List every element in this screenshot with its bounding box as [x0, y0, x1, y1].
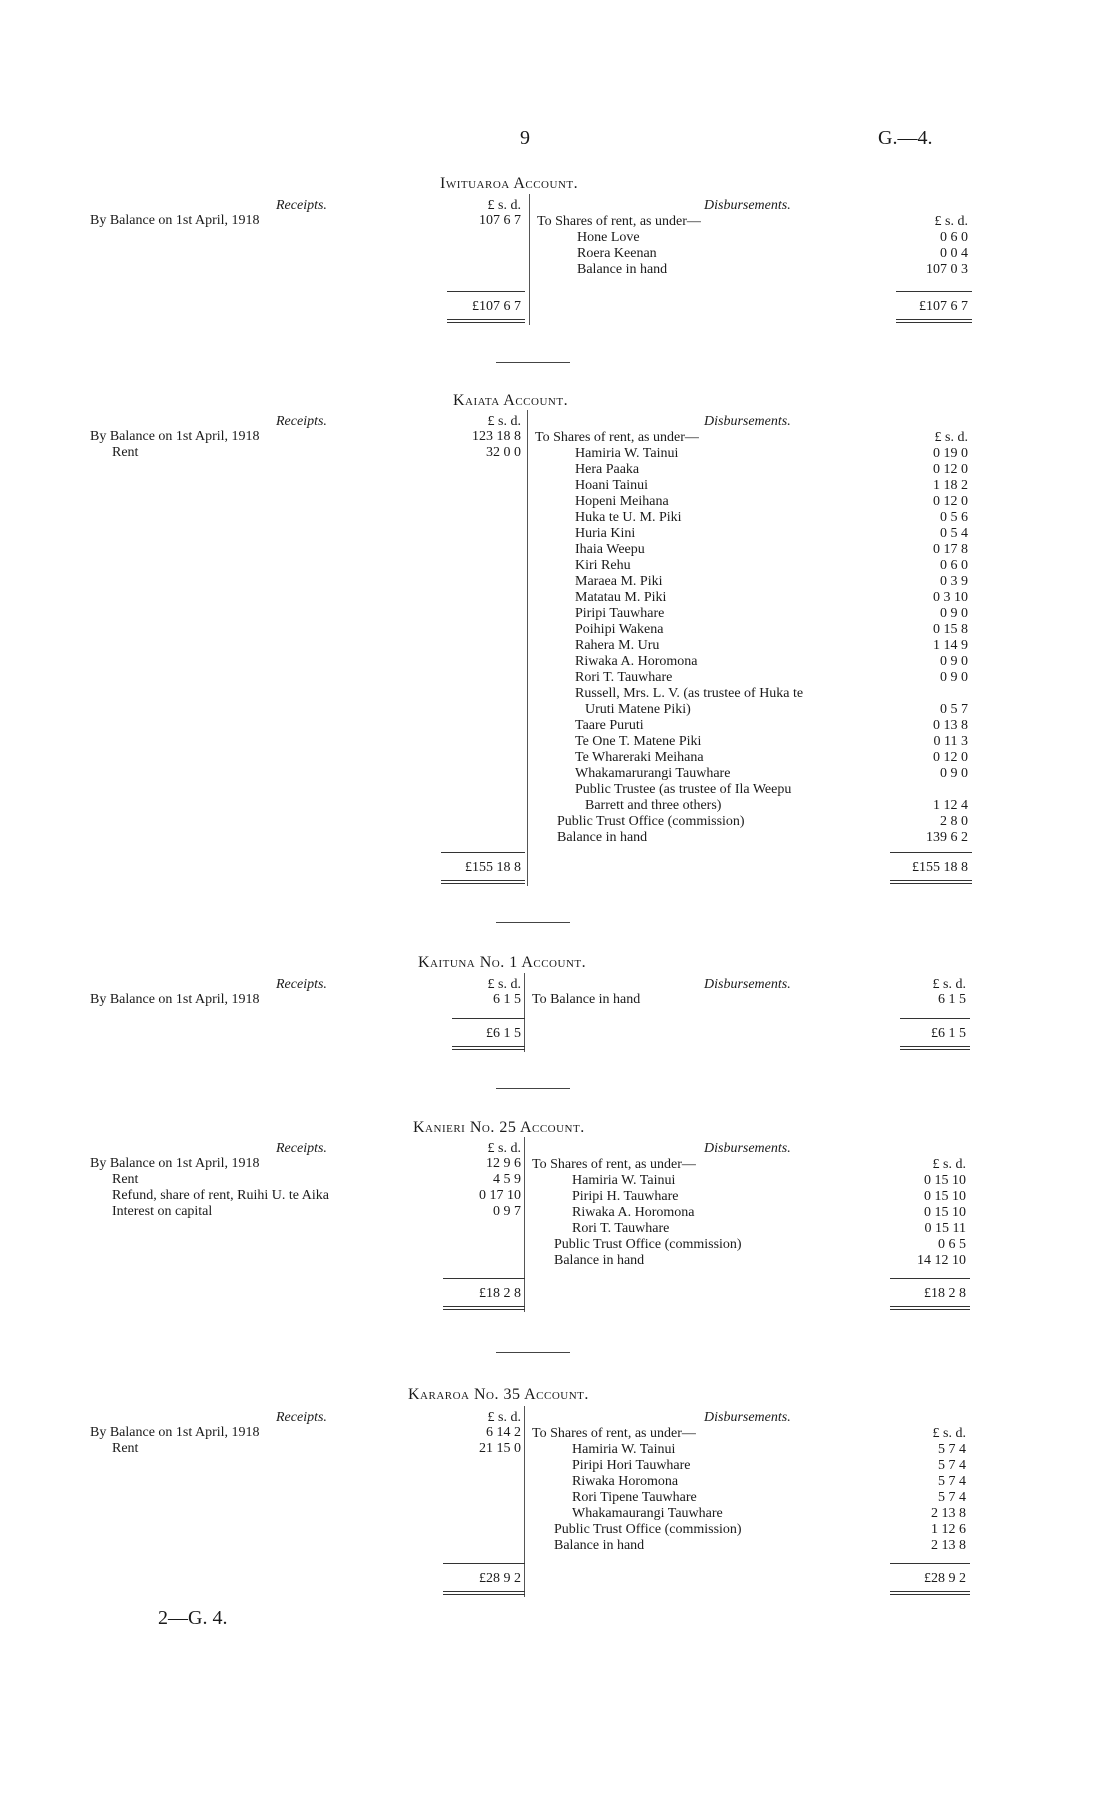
total-double-rule-left: [441, 880, 525, 884]
receipts-total: £6 1 5: [486, 1026, 521, 1041]
disbursement-label: Huria Kini: [575, 526, 636, 541]
column-divider: [524, 1406, 525, 1597]
disbursement-label: Riwaka A. Horomona: [575, 654, 698, 669]
disbursement-amount: 2 13 8: [931, 1538, 966, 1553]
disbursement-amount: 5 7 4: [938, 1458, 966, 1473]
receipt-amount: 21 15 0: [479, 1441, 521, 1456]
disbursement-label: Maraea M. Piki: [575, 574, 663, 589]
total-rule-left: [452, 1018, 525, 1019]
receipt-amount: 123 18 8: [472, 429, 521, 444]
disbursement-amount: 2 13 8: [931, 1506, 966, 1521]
disbursement-amount: 0 9 0: [940, 606, 968, 621]
disbursement-label: Riwaka Horomona: [572, 1474, 679, 1489]
disbursement-label: Rori T. Tauwhare: [572, 1221, 670, 1236]
receipt-amount: 4 5 9: [493, 1172, 521, 1187]
disbursements-total: £6 1 5: [931, 1026, 966, 1041]
receipt-amount: 0 9 7: [493, 1204, 521, 1219]
disbursement-amount: 0 3 10: [933, 590, 968, 605]
disbursement-head: To Shares of rent, as under—: [537, 214, 701, 229]
disbursement-amount: 0 9 0: [940, 670, 968, 685]
total-rule-right: [900, 1018, 970, 1019]
disbursement-amount: 107 0 3: [926, 262, 968, 277]
disbursement-amount: 6 1 5: [938, 992, 966, 1007]
total-double-rule-right: [900, 1046, 970, 1050]
total-rule-right: [896, 291, 972, 292]
receipts-heading: Receipts.: [276, 414, 327, 429]
disbursement-amount: 0 3 9: [940, 574, 968, 589]
disbursement-amount: 5 7 4: [938, 1442, 966, 1457]
disbursements-heading: Disbursements.: [704, 1410, 791, 1425]
disbursement-label: Huka te U. M. Piki: [575, 510, 682, 525]
disbursement-label: Riwaka A. Horomona: [572, 1205, 695, 1220]
disbursement-label: Ihaia Weepu: [575, 542, 645, 557]
disbursement-amount: 0 17 8: [933, 542, 968, 557]
receipt-label: By Balance on 1st April, 1918: [90, 1156, 260, 1171]
disbursement-amount: 1 12 4: [933, 798, 968, 813]
disbursement-label: Hamiria W. Tainui: [575, 446, 679, 461]
disbursements-total: £28 9 2: [924, 1571, 966, 1586]
receipt-label: Refund, share of rent, Ruihi U. te Aika: [112, 1188, 329, 1203]
disbursement-head: To Shares of rent, as under—: [535, 430, 699, 445]
disbursements-total: £155 18 8: [912, 860, 968, 875]
disbursement-amount: 0 11 3: [933, 734, 968, 749]
lsd-header: £ s. d.: [487, 1141, 521, 1156]
disbursement-amount: 1 12 6: [931, 1522, 966, 1537]
disbursement-amount: 0 15 11: [924, 1221, 966, 1236]
disbursement-label: Public Trust Office (commission): [557, 814, 745, 829]
disbursement-label: Public Trust Office (commission): [554, 1522, 742, 1537]
receipt-label: By Balance on 1st April, 1918: [90, 992, 260, 1007]
section-separator: [496, 362, 570, 363]
disbursement-label: Balance in hand: [554, 1253, 645, 1268]
receipt-label: Interest on capital: [112, 1204, 213, 1219]
column-divider: [524, 1137, 525, 1312]
disbursement-label: Rori Tipene Tauwhare: [572, 1490, 697, 1505]
receipts-total: £107 6 7: [472, 299, 521, 314]
disbursement-label: Uruti Matene Piki): [585, 702, 691, 717]
disbursement-amount: 0 12 0: [933, 750, 968, 765]
section-separator: [496, 1088, 570, 1089]
total-double-rule-left: [443, 1306, 525, 1310]
lsd-header: £ s. d.: [487, 1410, 521, 1425]
disbursement-amount: 0 12 0: [933, 494, 968, 509]
disbursement-amount: 5 7 4: [938, 1490, 966, 1505]
receipt-amount: 6 1 5: [493, 992, 521, 1007]
lsd-header: £ s. d.: [487, 977, 521, 992]
disbursement-label: Barrett and three others): [585, 798, 722, 813]
total-rule-left: [447, 291, 525, 292]
lsd-header-right: £ s. d.: [932, 1426, 966, 1441]
disbursement-amount: 0 6 5: [938, 1237, 966, 1252]
disbursements-heading: Disbursements.: [704, 1141, 791, 1156]
lsd-header-right: £ s. d.: [932, 977, 966, 992]
account-title: Iwituaroa Account.: [440, 175, 579, 192]
receipt-label: By Balance on 1st April, 1918: [90, 1425, 260, 1440]
disbursements-total: £18 2 8: [924, 1286, 966, 1301]
lsd-header-right: £ s. d.: [934, 430, 968, 445]
disbursement-head: To Shares of rent, as under—: [532, 1157, 696, 1172]
page-reference: G.—4.: [878, 127, 933, 149]
lsd-header-right: £ s. d.: [932, 1157, 966, 1172]
disbursements-total: £107 6 7: [919, 299, 968, 314]
section-separator: [496, 1352, 570, 1353]
receipt-amount: 0 17 10: [479, 1188, 521, 1203]
account-title: Kaituna No. 1 Account.: [418, 954, 587, 971]
receipts-heading: Receipts.: [276, 1141, 327, 1156]
disbursement-amount: 139 6 2: [926, 830, 968, 845]
disbursement-amount: 0 6 0: [940, 230, 968, 245]
disbursement-label: Public Trust Office (commission): [554, 1237, 742, 1252]
disbursement-label: Balance in hand: [554, 1538, 645, 1553]
disbursement-amount: 0 6 0: [940, 558, 968, 573]
disbursement-label: Taare Puruti: [575, 718, 644, 733]
total-double-rule-right: [890, 880, 972, 884]
disbursement-label: Hamiria W. Tainui: [572, 1442, 676, 1457]
disbursement-amount: 0 0 4: [940, 246, 968, 261]
page-number: 9: [520, 127, 530, 149]
disbursement-amount: 0 5 7: [940, 702, 968, 717]
disbursement-amount: 0 15 10: [924, 1173, 966, 1188]
receipts-heading: Receipts.: [276, 977, 327, 992]
column-divider: [527, 410, 528, 886]
disbursement-amount: 0 12 0: [933, 462, 968, 477]
lsd-header: £ s. d.: [487, 198, 521, 213]
total-double-rule-right: [896, 319, 972, 323]
disbursement-label: Hone Love: [577, 230, 640, 245]
disbursement-amount: 0 15 10: [924, 1205, 966, 1220]
disbursement-label: Rori T. Tauwhare: [575, 670, 673, 685]
lsd-header: £ s. d.: [487, 414, 521, 429]
disbursements-heading: Disbursements.: [704, 414, 791, 429]
disbursement-label: Piripi H. Tauwhare: [572, 1189, 679, 1204]
disbursement-label: Matatau M. Piki: [575, 590, 667, 605]
receipt-label: Rent: [112, 445, 139, 460]
disbursement-label: Rahera M. Uru: [575, 638, 660, 653]
total-rule-left: [443, 1563, 525, 1564]
receipt-label: Rent: [112, 1441, 139, 1456]
disbursement-label: Hoani Tainui: [575, 478, 649, 493]
disbursement-amount: 0 5 6: [940, 510, 968, 525]
receipts-heading: Receipts.: [276, 1410, 327, 1425]
disbursement-amount: 0 19 0: [933, 446, 968, 461]
disbursement-amount: 0 15 10: [924, 1189, 966, 1204]
receipt-amount: 12 9 6: [486, 1156, 521, 1171]
disbursement-label: Whakamarurangi Tauwhare: [575, 766, 731, 781]
disbursement-head: To Balance in hand: [532, 992, 641, 1007]
disbursement-label: Russell, Mrs. L. V. (as trustee of Huka te: [575, 686, 804, 701]
disbursement-label: Hamiria W. Tainui: [572, 1173, 676, 1188]
disbursement-label: Piripi Hori Tauwhare: [572, 1458, 691, 1473]
receipt-label: Rent: [112, 1172, 139, 1187]
total-rule-right: [890, 852, 972, 853]
disbursement-amount: 1 18 2: [933, 478, 968, 493]
disbursement-amount: 5 7 4: [938, 1474, 966, 1489]
total-rule-left: [441, 852, 525, 853]
account-title: Kararoa No. 35 Account.: [408, 1386, 589, 1403]
footer-signature: 2—G. 4.: [158, 1607, 228, 1629]
receipts-total: £18 2 8: [479, 1286, 521, 1301]
receipts-total: £155 18 8: [465, 860, 521, 875]
disbursement-label: Whakamaurangi Tauwhare: [572, 1506, 723, 1521]
lsd-header-right: £ s. d.: [934, 214, 968, 229]
disbursement-amount: 1 14 9: [933, 638, 968, 653]
disbursement-label: Public Trustee (as trustee of Ila Weepu: [575, 782, 792, 797]
receipt-label: By Balance on 1st April, 1918: [90, 213, 260, 228]
total-rule-left: [443, 1278, 525, 1279]
disbursement-amount: 0 9 0: [940, 654, 968, 669]
total-double-rule-left: [447, 319, 525, 323]
total-rule-right: [890, 1563, 970, 1564]
receipts-total: £28 9 2: [479, 1571, 521, 1586]
disbursement-label: Te Whareraki Meihana: [575, 750, 704, 765]
receipt-amount: 6 14 2: [486, 1425, 521, 1440]
disbursement-amount: 0 13 8: [933, 718, 968, 733]
column-divider: [529, 194, 530, 325]
disbursement-label: Hopeni Meihana: [575, 494, 669, 509]
disbursement-label: Balance in hand: [557, 830, 648, 845]
receipt-amount: 107 6 7: [479, 213, 521, 228]
disbursement-amount: 0 9 0: [940, 766, 968, 781]
receipts-heading: Receipts.: [276, 198, 327, 213]
account-title: Kanieri No. 25 Account.: [413, 1119, 585, 1136]
column-divider: [524, 973, 525, 1052]
disbursement-amount: 0 5 4: [940, 526, 968, 541]
disbursement-head: To Shares of rent, as under—: [532, 1426, 696, 1441]
disbursement-label: Poihipi Wakena: [575, 622, 664, 637]
disbursements-heading: Disbursements.: [704, 977, 791, 992]
disbursement-label: Roera Keenan: [577, 246, 657, 261]
total-double-rule-left: [443, 1591, 525, 1595]
receipt-amount: 32 0 0: [486, 445, 521, 460]
disbursement-label: Balance in hand: [577, 262, 668, 277]
total-double-rule-right: [890, 1306, 970, 1310]
disbursement-amount: 0 15 8: [933, 622, 968, 637]
disbursement-label: Hera Paaka: [575, 462, 640, 477]
disbursement-label: Piripi Tauwhare: [575, 606, 665, 621]
disbursement-amount: 14 12 10: [917, 1253, 966, 1268]
total-rule-right: [890, 1278, 970, 1279]
total-double-rule-right: [890, 1591, 970, 1595]
disbursement-amount: 2 8 0: [940, 814, 968, 829]
receipt-label: By Balance on 1st April, 1918: [90, 429, 260, 444]
disbursements-heading: Disbursements.: [704, 198, 791, 213]
disbursement-label: Te One T. Matene Piki: [575, 734, 702, 749]
total-double-rule-left: [452, 1046, 525, 1050]
section-separator: [496, 922, 570, 923]
disbursement-label: Kiri Rehu: [575, 558, 631, 573]
account-title: Kaiata Account.: [453, 392, 569, 409]
